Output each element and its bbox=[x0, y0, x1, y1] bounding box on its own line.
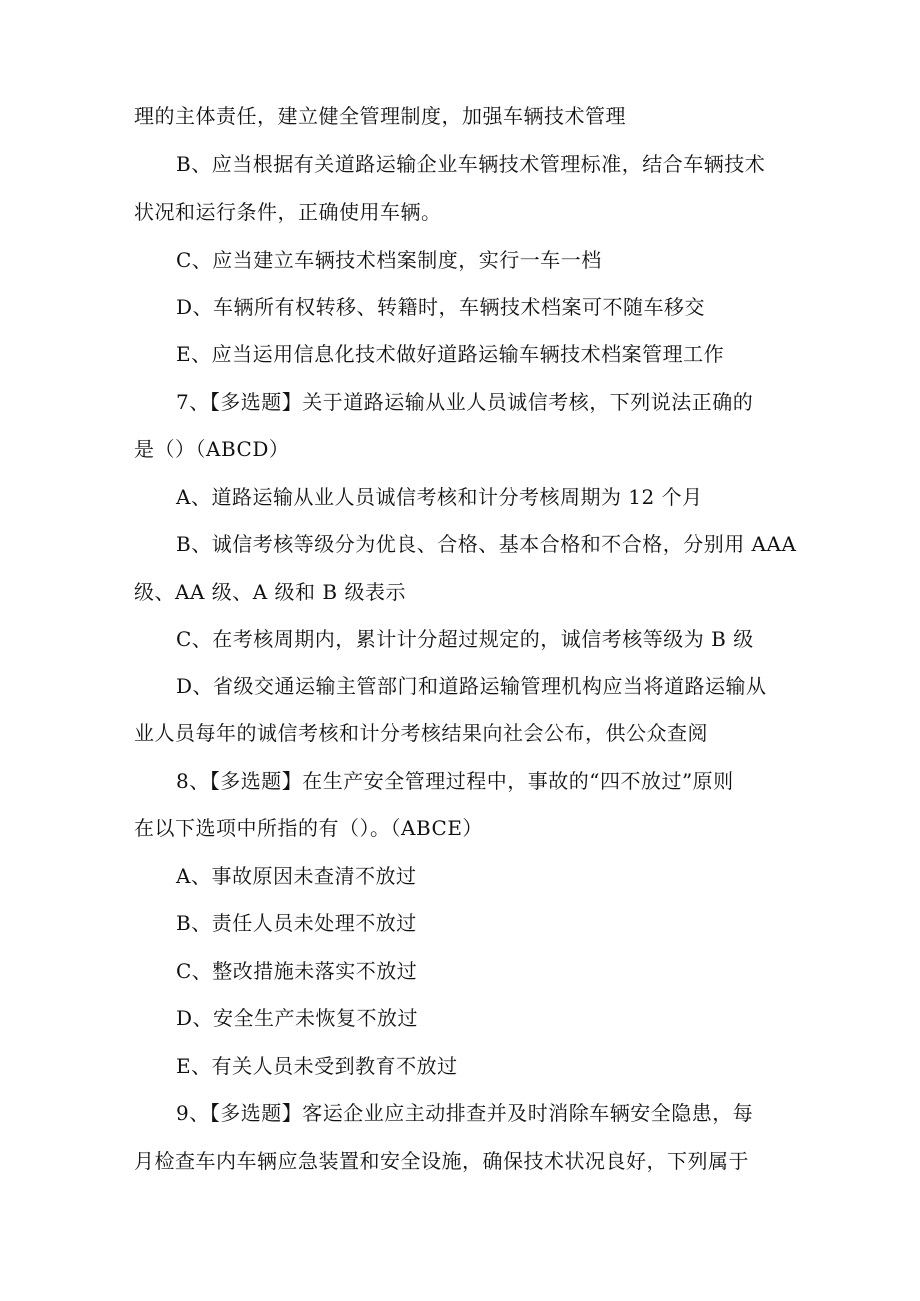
text-line-3: 状况和运行条件，正确使用车辆。 bbox=[134, 200, 442, 224]
text-line-19: C、整改措施未落实不放过 bbox=[176, 959, 418, 983]
text-line-8: 是（）（ABCD） bbox=[134, 437, 290, 461]
text-line-2: B、应当根据有关道路运输企业车辆技术管理标准，结合车辆技术 bbox=[176, 152, 766, 176]
text-line-10: B、诚信考核等级分为优良、合格、基本合格和不合格，分别用 AAA bbox=[176, 532, 797, 556]
text-line-5: D、车辆所有权转移、转籍时，车辆技术档案可不随车移交 bbox=[176, 295, 706, 319]
text-line-4: C、应当建立车辆技术档案制度，实行一车一档 bbox=[176, 248, 602, 272]
text-line-13: D、省级交通运输主管部门和道路运输管理机构应当将道路运输从 bbox=[176, 674, 767, 698]
text-line-16: 在以下选项中所指的有（）。（ABCE） bbox=[134, 816, 483, 840]
text-line-1: 理的主体责任，建立健全管理制度，加强车辆技术管理 bbox=[134, 104, 626, 128]
text-line-14: 业人员每年的诚信考核和计分考核结果向社会公布，供公众查阅 bbox=[134, 721, 708, 745]
text-line-18: B、责任人员未处理不放过 bbox=[176, 911, 417, 935]
text-line-9: A、道路运输从业人员诚信考核和计分考核周期为 12 个月 bbox=[176, 485, 703, 509]
text-line-15: 8、【多选题】在生产安全管理过程中，事故的“四不放过”原则 bbox=[176, 769, 734, 793]
text-line-21: E、有关人员未受到教育不放过 bbox=[176, 1054, 458, 1078]
text-line-22: 9、【多选题】客运企业应主动排查并及时消除车辆安全隐患，每 bbox=[176, 1101, 754, 1125]
text-line-6: E、应当运用信息化技术做好道路运输车辆技术档案管理工作 bbox=[176, 342, 725, 366]
text-line-17: A、事故原因未查清不放过 bbox=[176, 864, 417, 888]
text-line-20: D、安全生产未恢复不放过 bbox=[176, 1006, 419, 1030]
text-line-12: C、在考核周期内，累计计分超过规定的，诚信考核等级为 B 级 bbox=[176, 627, 754, 651]
text-line-7: 7、【多选题】关于道路运输从业人员诚信考核，下列说法正确的 bbox=[176, 390, 754, 414]
text-line-11: 级、AA 级、A 级和 B 级表示 bbox=[134, 580, 406, 604]
text-line-23: 月检查车内车辆应急装置和安全设施，确保技术状况良好，下列属于 bbox=[134, 1149, 749, 1173]
